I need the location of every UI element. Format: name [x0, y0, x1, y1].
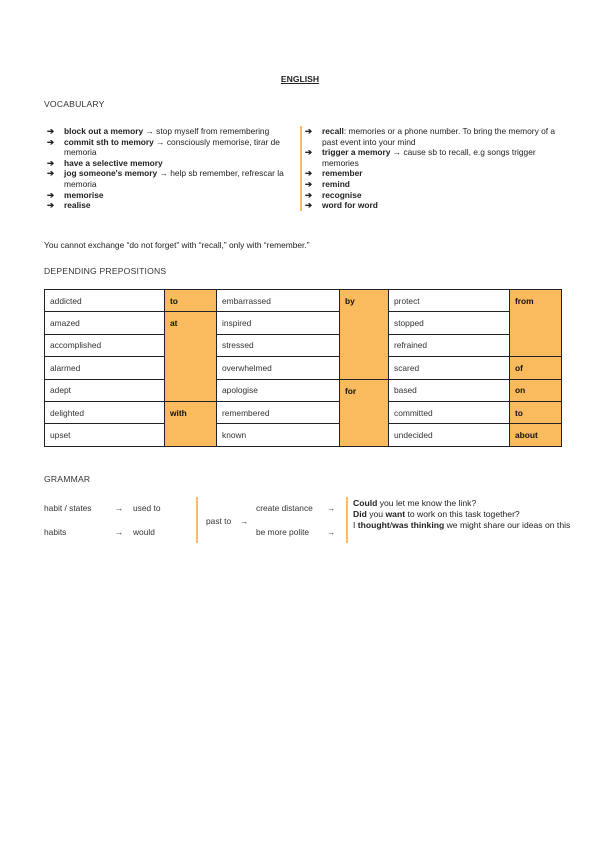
arrow-icon: ➔ [47, 189, 55, 200]
preposition-cell: to [165, 290, 217, 312]
grammar-examples [353, 498, 573, 530]
list-item [44, 126, 294, 137]
word-cell: delighted [45, 401, 165, 423]
term: remember [322, 168, 363, 179]
grammar-heading: GRAMMAR [44, 474, 91, 484]
term: word for word [322, 200, 378, 211]
term: recall [322, 126, 344, 136]
table-row [45, 312, 562, 334]
past-to-label: past to [206, 516, 232, 526]
table-row [45, 424, 562, 446]
term: trigger a memory [322, 147, 391, 158]
term: realise [64, 200, 91, 211]
preposition-cell: on [510, 379, 562, 401]
term: memorise [64, 189, 104, 200]
arrow-icon: → [240, 516, 249, 526]
prepositions-heading: DEPENDING PREPOSITIONS [44, 266, 167, 276]
word-cell: committed [389, 401, 510, 423]
arrow-icon: → [115, 527, 124, 537]
word-cell: embarrassed [217, 290, 340, 312]
example-sentence: Did you want to work on this task together? [353, 508, 520, 519]
vocabulary-heading: VOCABULARY [44, 99, 105, 109]
word-cell: apologise [217, 379, 340, 401]
list-item [302, 179, 572, 190]
arrow-icon: → [327, 503, 336, 513]
word-cell: accomplished [45, 334, 165, 356]
vocabulary-list-left [44, 126, 294, 211]
word-cell: inspired [217, 312, 340, 334]
table-row [45, 290, 562, 312]
prepositions-table [44, 289, 562, 447]
word-cell: stopped [389, 312, 510, 334]
preposition-cell: from [510, 290, 562, 357]
list-item [302, 190, 572, 201]
arrow-icon: ➔ [47, 126, 55, 136]
term: commit sth to memory [64, 136, 154, 147]
vocabulary-list-right [300, 126, 572, 211]
would-label: would [133, 527, 155, 537]
word-cell: alarmed [45, 357, 165, 379]
preposition-cell: for [340, 379, 389, 446]
word-cell: amazed [45, 312, 165, 334]
definition: → help sb remember, refrescar la memoria [64, 168, 284, 189]
arrow-icon: ➔ [305, 147, 313, 158]
preposition-cell: about [510, 424, 562, 446]
arrow-icon: ➔ [47, 200, 55, 211]
arrow-icon: ➔ [47, 168, 55, 179]
table-row [45, 357, 562, 379]
preposition-cell: to [510, 401, 562, 423]
word-cell: scared [389, 357, 510, 379]
vocabulary-note: You cannot exchange “do not forget” with “recall,” only with “remember.” [44, 240, 310, 250]
grammar-divider [196, 497, 198, 543]
term: have a selective memory [64, 157, 163, 168]
example-sentence: I thought/was thinking we might share our ideas on this [353, 519, 571, 530]
arrow-icon: ➔ [47, 157, 55, 168]
definition: → stop myself from remembering [143, 126, 270, 136]
arrow-icon: → [115, 503, 124, 513]
word-cell: protect [389, 290, 510, 312]
word-cell: overwhelmed [217, 357, 340, 379]
list-item [44, 137, 294, 158]
preposition-cell: with [165, 401, 217, 446]
be-more-polite-label: be more polite [256, 527, 310, 537]
preposition-cell: by [340, 290, 389, 380]
grammar-divider [346, 497, 348, 543]
term: recognise [322, 189, 362, 200]
term: remind [322, 178, 350, 189]
word-cell: based [389, 379, 510, 401]
word-cell: remembered [217, 401, 340, 423]
definition: → consciously memorise, tirar de memoria [64, 136, 280, 158]
list-item [302, 126, 572, 147]
arrow-icon: ➔ [305, 200, 313, 211]
list-item [302, 168, 572, 179]
word-cell: refrained [389, 334, 510, 356]
preposition-cell: at [165, 312, 217, 402]
word-cell: adept [45, 379, 165, 401]
page-title: ENGLISH [280, 74, 320, 84]
definition: : memories or a phone number. To bring the memory of a past event into your mind [322, 126, 556, 147]
list-item [44, 200, 294, 211]
example-sentence: Could you let me know the link? [353, 498, 477, 508]
list-item [44, 158, 294, 169]
arrow-icon: → [327, 527, 336, 537]
word-cell: upset [45, 424, 165, 446]
list-item [44, 168, 294, 189]
word-cell: addicted [45, 290, 165, 312]
list-item [302, 200, 572, 211]
table-row [45, 401, 562, 423]
word-cell: known [217, 424, 340, 446]
table-row [45, 334, 562, 356]
list-item [44, 190, 294, 201]
table-row [45, 379, 562, 401]
list-item [302, 147, 572, 168]
habits-label: habits [44, 527, 67, 537]
arrow-icon: ➔ [305, 189, 313, 200]
word-cell: undecided [389, 424, 510, 446]
word-cell: stressed [217, 334, 340, 356]
term: block out a memory [64, 126, 144, 136]
arrow-icon: ➔ [305, 178, 313, 189]
create-distance-label: create distance [256, 503, 313, 513]
arrow-icon: ➔ [305, 126, 313, 136]
term: jog someone's memory [64, 168, 158, 179]
arrow-icon: ➔ [305, 168, 313, 179]
used-to-label: used to [133, 503, 161, 513]
definition: → cause sb to recall, e.g songs trigger memories [322, 147, 536, 168]
preposition-cell: of [510, 357, 562, 379]
arrow-icon: ➔ [47, 136, 55, 147]
habit-states-label: habit / states [44, 503, 92, 513]
